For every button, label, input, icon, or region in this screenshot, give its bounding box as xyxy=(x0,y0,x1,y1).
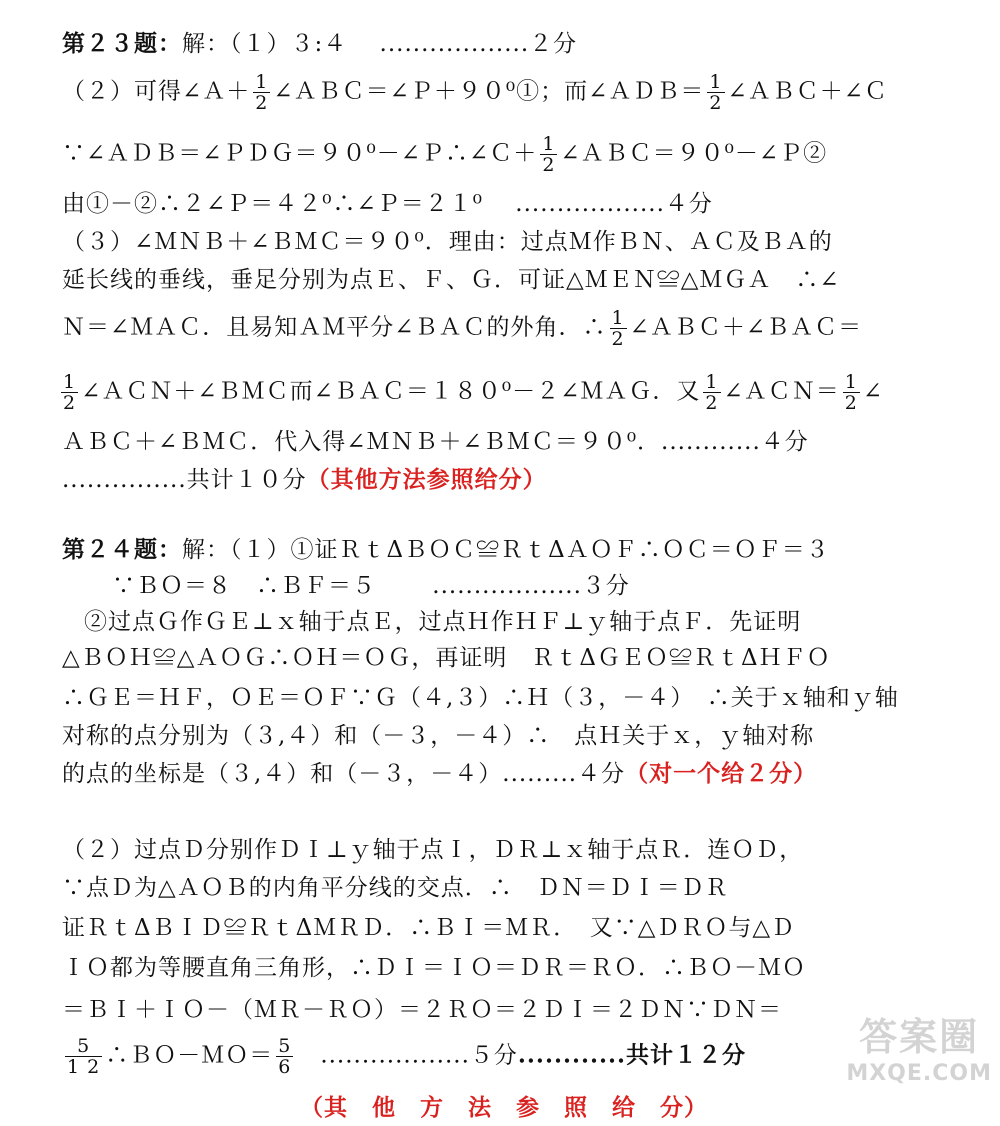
q23-line-1 xyxy=(62,26,940,62)
q23-line-4: 由①－②∴２∠Ｐ＝４２⁰∴∠Ｐ＝２１⁰ ..................４分 xyxy=(62,191,713,217)
q23-line-9: ＡＢＣ＋∠ＢＭＣ．代入得∠ＭＮＢ＋∠ＢＭＣ＝９０⁰．............４分 xyxy=(62,429,809,455)
q24-heading: 第２４题： xyxy=(62,536,182,563)
q24-line-5: ∴ＧＥ＝ＨＦ，ＯＥ＝ＯＦ∵Ｇ（４,３）∴Ｈ（３，－４） ∴关于ｘ轴和ｙ轴 xyxy=(62,685,899,711)
frac-num: 1 xyxy=(844,371,858,393)
q23-line-10 xyxy=(62,462,940,498)
q23-line-2 xyxy=(62,72,940,113)
frac-den: 2 xyxy=(255,92,269,114)
q23-l7b: ∠ＡＢＣ＋∠ＢＡＣ＝ xyxy=(629,314,863,341)
frac-num: 5 xyxy=(65,1036,102,1057)
q24-line-1 xyxy=(62,532,940,568)
fraction-5-12 xyxy=(65,1036,102,1077)
frac-num: 5 xyxy=(278,1035,292,1057)
q24-l13b: ..................５分 xyxy=(296,1042,518,1069)
fraction-5-6 xyxy=(276,1036,293,1077)
frac-den: 2 xyxy=(705,392,719,414)
fraction-half xyxy=(540,134,557,175)
q24-line-12: ＝ＢＩ＋ＩＯ－（ＭＲ－ＲＯ）＝２ＲＯ＝２ＤＩ＝２ＤＮ∵ＤＮ＝ xyxy=(62,997,782,1023)
frac-num: 1 xyxy=(705,371,719,393)
fraction-half xyxy=(703,372,720,413)
q24-line-2: ∵ＢＯ＝８ ∴ＢＦ＝５ ..................３分 xyxy=(112,573,630,599)
q23-heading: 第２３题： xyxy=(62,30,182,57)
q23-line-8 xyxy=(58,372,940,413)
frac-den: 2 xyxy=(542,154,556,176)
fraction-half xyxy=(843,372,860,413)
q24-line-11: ＩＯ都为等腰直角三角形，∴ＤＩ＝ＩＯ＝ＤＲ＝ＲＯ．∴ＢＯ－ＭＯ xyxy=(62,955,806,981)
q24-line-13 xyxy=(62,1036,940,1077)
q23-total: ...............共计１０分 xyxy=(62,467,307,493)
q23-l3b: ∠ＡＢＣ＝９０⁰－∠Ｐ② xyxy=(560,140,828,167)
frac-den: 2 xyxy=(844,392,858,414)
frac-num: 1 xyxy=(709,71,723,93)
fraction-half xyxy=(610,308,627,349)
q23-line-6: 延长线的垂线，垂足分别为点Ｅ、Ｆ、Ｇ．可证△ＭＥＮ≌△ＭＧＡ ∴∠ xyxy=(62,267,840,293)
q24-l13a: ∴ＢＯ－ＭＯ＝ xyxy=(105,1042,274,1069)
q23-l8a: ∠ＡＣＮ＋∠ＢＭＣ而∠ＢＡＣ＝１８０⁰－２∠ＭＡＧ．又 xyxy=(81,378,701,405)
q23-note: （其他方法参照给分） xyxy=(306,466,547,493)
watermark-url: MXQE.COM xyxy=(846,1061,992,1086)
q24-line-4: △ＢＯＨ≌△ＡＯＧ∴ＯＨ＝ＯＧ，再证明 ＲｔΔＧＥＯ≌ＲｔΔＨＦＯ xyxy=(62,645,831,671)
q24-total: ............共计１２分 xyxy=(517,1041,747,1069)
frac-num: 1 xyxy=(542,133,556,155)
q23-part1-answer: 解：（１）３:４ ..................２分 xyxy=(182,31,578,57)
q24-note-text: （其 他 方 法 参 照 给 分） xyxy=(300,1094,708,1121)
q24-line-8: （２）过点Ｄ分别作ＤＩ⊥ｙ轴于点Ｉ，ＤＲ⊥ｘ轴于点Ｒ．连ＯＤ， xyxy=(62,837,804,863)
frac-num: 1 xyxy=(63,371,77,393)
frac-den: 2 xyxy=(709,92,723,114)
q23-l8c: ∠ xyxy=(862,378,884,405)
fraction-half xyxy=(253,72,270,113)
q24-l7-note: （对一个给２分） xyxy=(625,760,818,787)
q23-l2a: （２）可得∠Ａ＋ xyxy=(62,78,251,105)
q23-l3a: ∵∠ＡＤＢ＝∠ＰＤＧ＝９０⁰－∠Ｐ∴∠Ｃ＋ xyxy=(62,140,538,167)
q24-line-6: 对称的点分别为（３,４）和（－３，－４）∴ 点Ｈ关于ｘ，ｙ轴对称 xyxy=(62,723,815,749)
frac-den: 6 xyxy=(278,1056,292,1078)
q24-line-7 xyxy=(62,756,940,792)
q24-line-3: ②过点Ｇ作ＧＥ⊥ｘ轴于点Ｅ，过点Ｈ作ＨＦ⊥ｙ轴于点Ｆ．先证明 xyxy=(84,609,802,635)
watermark xyxy=(846,1006,992,1086)
q23-line-7 xyxy=(62,308,940,349)
frac-num: 1 xyxy=(255,71,269,93)
q23-l8b: ∠ＡＣＮ＝ xyxy=(723,378,840,405)
q24-l7: 的点的坐标是（３,４）和（－３，－４）.........４分 xyxy=(62,761,626,787)
q23-l7a: Ｎ＝∠ＭＡＣ．且易知ＡＭ平分∠ＢＡＣ的外角．∴ xyxy=(62,314,607,341)
q24-line-9: ∵点Ｄ为△ＡＯＢ的内角平分线的交点．∴ ＤＮ＝ＤＩ＝ＤＲ xyxy=(62,875,729,901)
frac-den: 2 xyxy=(63,392,77,414)
frac-den: 2 xyxy=(611,328,625,350)
q24-l1-text: 解：（１）①证ＲｔΔＢＯＣ≌ＲｔΔＡＯＦ∴ＯＣ＝ＯＦ＝３ xyxy=(182,537,830,563)
frac-den: 1 2 xyxy=(67,1056,101,1078)
q24-note xyxy=(300,1090,940,1126)
frac-num: 1 xyxy=(611,307,625,329)
q23-l2c: ∠ＡＢＣ＋∠Ｃ xyxy=(727,78,889,105)
q23-l2b: ∠ＡＢＣ＝∠Ｐ＋９０⁰①；而∠ＡＤＢ＝ xyxy=(273,78,705,105)
fraction-half xyxy=(61,372,78,413)
watermark-logo: 答案圈 xyxy=(859,1015,980,1059)
q23-line-5: （３）∠ＭＮＢ＋∠ＢＭＣ＝９０⁰．理由：过点Ｍ作ＢＮ、ＡＣ及ＢＡ的 xyxy=(62,229,833,255)
fraction-half xyxy=(707,72,724,113)
q24-line-10: 证ＲｔΔＢＩＤ≌ＲｔΔＭＲＤ．∴ＢＩ＝ＭＲ． 又∵△ＤＲＯ与△Ｄ xyxy=(62,915,796,941)
q23-line-3 xyxy=(62,134,940,175)
